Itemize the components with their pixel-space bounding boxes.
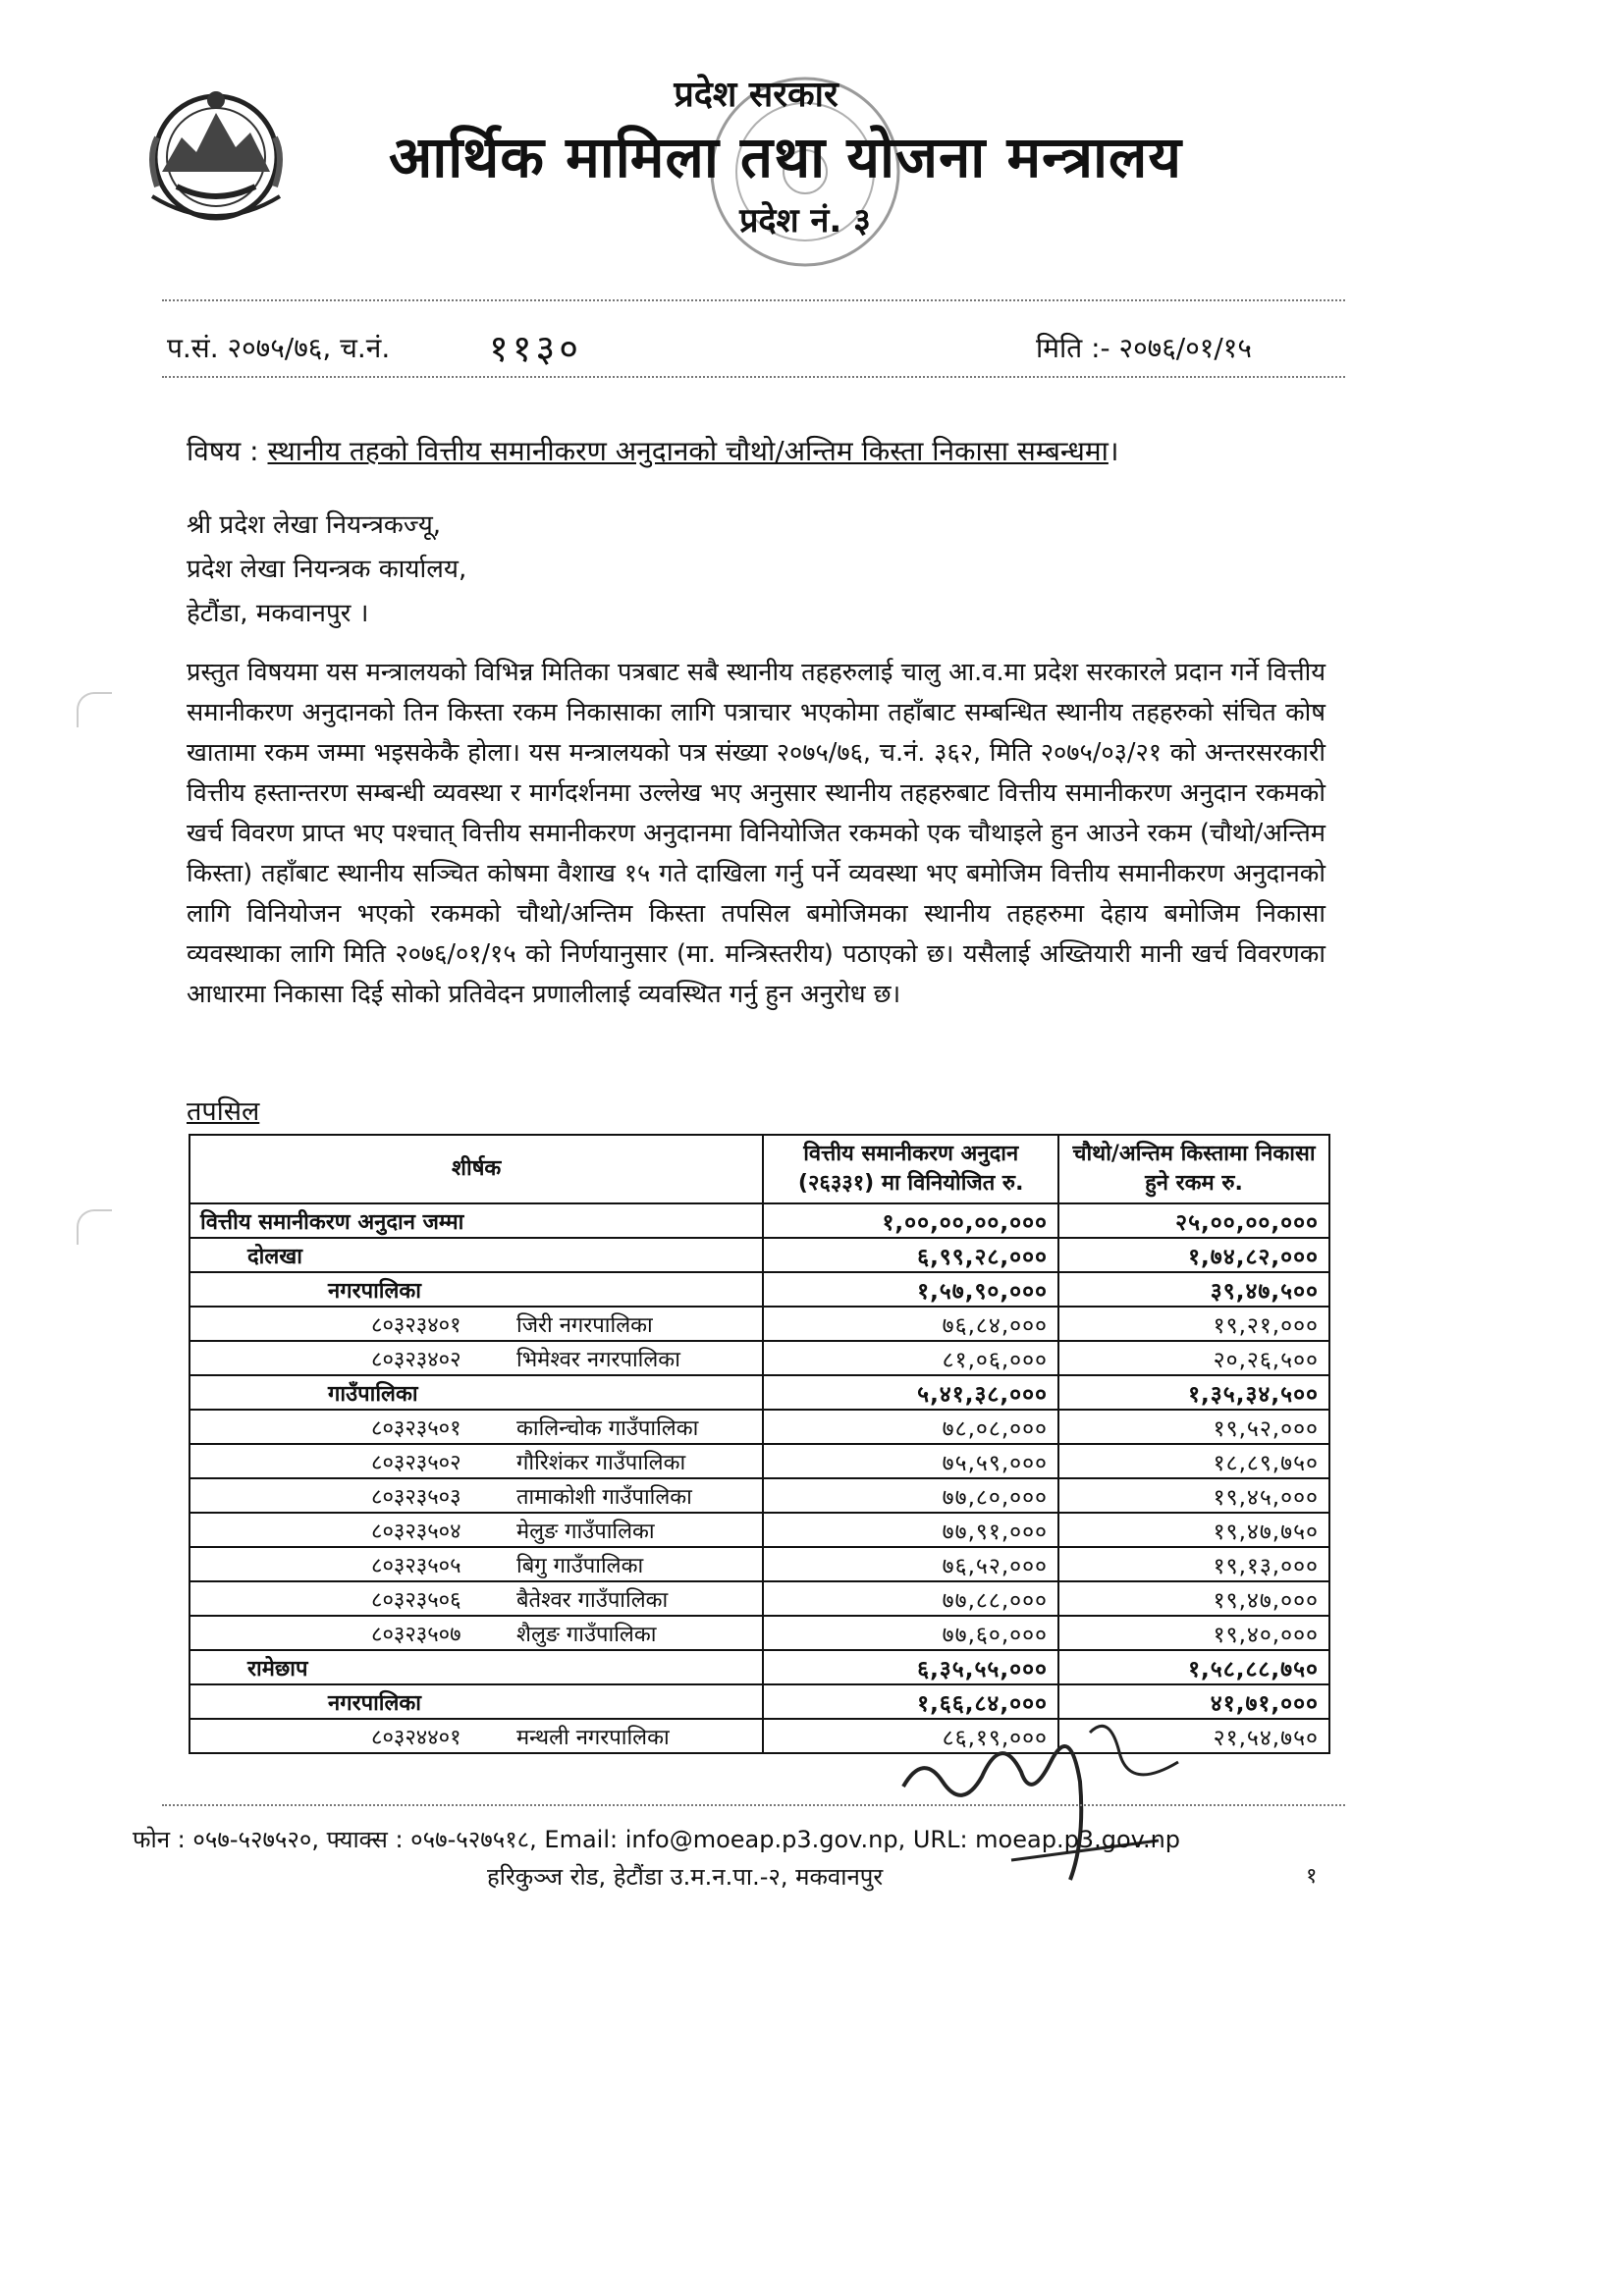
row-code: ८०३२४४०१ [371, 1725, 461, 1750]
row-code: ८०३२३५०७ [371, 1622, 461, 1647]
row-release: १८,८९,७५० [1058, 1444, 1329, 1478]
row-allocated: ७७,६०,००० [763, 1616, 1058, 1650]
letter-date: मिति :- २०७६/०१/१५ [1036, 332, 1252, 364]
body-paragraph: प्रस्तुत विषयमा यस मन्त्रालयको विभिन्न मितिका पत्रबाट सबै स्थानीय तहहरुलाई चालु आ.व.मा प्रदेश सरकारले प्रदान गर्ने वित्तीय समानीकरण अनुदानको तिन किस्ता रकम निकासाका लागि पत्राचार भएकोमा तहाँबाट सम्बन्धित स्थानीय तहहरुको संचित कोष खातामा रकम जम्मा भइसकेकै होला। यस मन्त्रालयको पत्र संख्या २०७५/७६, च.नं. ३६२, मिति २०७५/०३/२१ को अन्तरसरकारी वित्तीय हस्तान्तरण सम्बन्धी व्यवस्था र मार्गदर्शनमा उल्लेख भए अनुसार स्थानीय तहहरुबाट वित्तीय समानीकरण अनुदान रकमको खर्च विवरण प्राप्त भए पश्चात् वित्तीय समानीकरण अनुदानमा विनियोजित रकमको एक चौथाइले हुन आउने रकम (चौथो/अन्तिम किस्ता) तहाँबाट स्थानीय सञ्चित कोषमा वैशाख १५ गते दाखिला गर्नु पर्ने व्यवस्था भए बमोजिम वित्तीय समानीकरण अनुदानको लागि विनियोजन भएको रकमको चौथो/अन्तिम किस्ता तपसिल बमोजिमका स्थानीय तहहरुमा देहाय बमोजिम निकासा व्यवस्थाका लागि मिति २०७६/०१/१५ को निर्णयानुसार (मा. मन्त्रिस्तरीय) पठाएको छ। यसैलाई अख्तियारी मानी खर्च विवरणका आधारमा निकासा दिई सोको प्रतिवेदन प्रणालीलाई व्यवस्थित गर्नु हुन अनुरोध छ। [187, 658, 1325, 1009]
row-code: ८०३२३५०१ [371, 1415, 461, 1441]
header-allocated: वित्तीय समानीकरण अनुदान (२६३३१) मा विनियोजित रु. [763, 1135, 1058, 1203]
subject-line [187, 432, 1119, 469]
row-release: १९,४७,७५० [1058, 1513, 1329, 1547]
row-release: १९,४७,००० [1058, 1581, 1329, 1616]
table-row [189, 1307, 1329, 1341]
footer-address: हरिकुञ्ज रोड, हेटौंडा उ.म.न.पा.-२, मकवानपुर [487, 1863, 884, 1891]
footer-divider [162, 1804, 1345, 1806]
row-title [189, 1272, 763, 1307]
row-release: २१,५४,७५० [1058, 1719, 1329, 1753]
row-allocated: ७६,८४,००० [763, 1307, 1058, 1341]
row-title [189, 1513, 763, 1547]
reference-handwritten-number: ११३० [489, 327, 583, 370]
row-allocated: ७७,८८,००० [763, 1581, 1058, 1616]
row-code: ८०३२३५०६ [371, 1587, 461, 1613]
table-row [189, 1375, 1329, 1410]
row-release: १९,४०,००० [1058, 1616, 1329, 1650]
row-release: १९,१३,००० [1058, 1547, 1329, 1581]
header-release: चौथो/अन्तिम किस्तामा निकासा हुने रकम रु. [1058, 1135, 1329, 1203]
row-title [189, 1478, 763, 1513]
row-name: बिगु गाउँपालिका [516, 1553, 644, 1578]
subject-text: स्थानीय तहको वित्तीय समानीकरण अनुदानको चौथो/अन्तिम किस्ता निकासा सम्बन्धमा [267, 435, 1109, 467]
row-allocated: ५,४१,३८,००० [763, 1375, 1058, 1410]
row-release: ३९,४७,५०० [1058, 1272, 1329, 1307]
row-name: भिमेश्वर नगरपालिका [516, 1347, 680, 1372]
row-release: १९,४५,००० [1058, 1478, 1329, 1513]
addressee-line-3: हेटौंडा, मकवानपुर । [187, 599, 369, 628]
table-row [189, 1238, 1329, 1272]
punch-hole [77, 1209, 112, 1245]
row-allocated: ८६,१९,००० [763, 1719, 1058, 1753]
row-name: गाउँपालिका [328, 1381, 418, 1407]
row-release: २०,२६,५०० [1058, 1341, 1329, 1375]
row-title [189, 1719, 763, 1753]
row-name: जिरी नगरपालिका [516, 1312, 653, 1338]
row-title [189, 1444, 763, 1478]
row-code: ८०३२३५०३ [371, 1484, 461, 1510]
divider [162, 376, 1345, 378]
row-title [189, 1650, 763, 1684]
row-title [189, 1684, 763, 1719]
divider [162, 299, 1345, 301]
table-row [189, 1478, 1329, 1513]
row-name: गौरिशंकर गाउँपालिका [516, 1450, 686, 1475]
row-allocated: ८१,०६,००० [763, 1341, 1058, 1375]
row-title [189, 1375, 763, 1410]
header-ministry-name: आर्थिक मामिला तथा योजना मन्त्रालय [388, 124, 1183, 190]
table-row [189, 1203, 1329, 1238]
row-code: ८०३२३५०५ [371, 1553, 461, 1578]
row-allocated: ६,९९,२८,००० [763, 1238, 1058, 1272]
table-row [189, 1272, 1329, 1307]
row-release: २५,००,००,००० [1058, 1203, 1329, 1238]
footer-contact: फोन : ०५७-५२७५२०, फ्याक्स : ०५७-५२७५१८, Email: info@moeap.p3.gov.np, URL: moeap.p3.gov.np [133, 1826, 1181, 1853]
row-name: मन्थली नगरपालिका [516, 1725, 670, 1750]
row-title [189, 1581, 763, 1616]
header-title: शीर्षक [189, 1135, 763, 1203]
row-release: १९,२१,००० [1058, 1307, 1329, 1341]
signature [884, 1693, 1198, 1890]
row-name: रामेछाप [247, 1656, 308, 1682]
table-row [189, 1444, 1329, 1478]
table-header-row [189, 1135, 1329, 1203]
row-release: १९,५२,००० [1058, 1410, 1329, 1444]
row-release: १,३५,३४,५०० [1058, 1375, 1329, 1410]
addressee-line-1: श्री प्रदेश लेखा नियन्त्रकज्यू, [187, 510, 442, 540]
row-name: तामाकोशी गाउँपालिका [516, 1484, 692, 1510]
row-name: नगरपालिका [328, 1690, 421, 1716]
row-title [189, 1547, 763, 1581]
table-row [189, 1616, 1329, 1650]
tapsil-label: तपसिल [187, 1096, 260, 1127]
header-government: प्रदेश सरकार [674, 75, 839, 115]
row-allocated: ६,३५,५५,००० [763, 1650, 1058, 1684]
row-allocated: १,५७,९०,००० [763, 1272, 1058, 1307]
nepal-government-emblem [137, 79, 295, 231]
row-code: ८०३२३४०२ [371, 1347, 461, 1372]
row-release: ४१,७१,००० [1058, 1684, 1329, 1719]
row-title [189, 1203, 763, 1238]
row-title [189, 1341, 763, 1375]
subject-label: विषय : [187, 435, 259, 467]
row-title [189, 1410, 763, 1444]
row-name: वित्तीय समानीकरण अनुदान जम्मा [200, 1209, 464, 1235]
row-release: १,५८,८८,७५० [1058, 1650, 1329, 1684]
row-name: नगरपालिका [328, 1278, 421, 1304]
row-name: कालिन्चोक गाउँपालिका [516, 1415, 699, 1441]
header-province: प्रदेश नं. ३ [739, 201, 871, 240]
addressee-line-2: प्रदेश लेखा नियन्त्रक कार्यालय, [187, 555, 467, 584]
row-code: ८०३२३४०१ [371, 1312, 461, 1338]
row-release: १,७४,८२,००० [1058, 1238, 1329, 1272]
subject-end: । [1108, 435, 1119, 467]
row-allocated: ७८,०८,००० [763, 1410, 1058, 1444]
row-name: शैलुङ गाउँपालिका [516, 1622, 657, 1647]
row-allocated: १,००,००,००,००० [763, 1203, 1058, 1238]
punch-hole [77, 692, 112, 727]
table-row [189, 1513, 1329, 1547]
row-allocated: ७७,९१,००० [763, 1513, 1058, 1547]
page-number: १ [1306, 1864, 1318, 1889]
table-row [189, 1581, 1329, 1616]
row-code: ८०३२३५०२ [371, 1450, 461, 1475]
row-allocated: १,६६,८४,००० [763, 1684, 1058, 1719]
row-title [189, 1238, 763, 1272]
row-title [189, 1307, 763, 1341]
table-row [189, 1410, 1329, 1444]
row-allocated: ७५,५९,००० [763, 1444, 1058, 1478]
row-name: दोलखा [247, 1244, 302, 1269]
row-allocated: ७७,८०,००० [763, 1478, 1058, 1513]
row-title [189, 1616, 763, 1650]
reference-number: प.सं. २०७५/७६, च.नं. [167, 332, 391, 364]
row-allocated: ७६,५२,००० [763, 1547, 1058, 1581]
allocation-table [189, 1134, 1330, 1754]
row-code: ८०३२३५०४ [371, 1519, 461, 1544]
row-name: मेलुङ गाउँपालिका [516, 1519, 655, 1544]
table-row [189, 1650, 1329, 1684]
table-row [189, 1341, 1329, 1375]
table-row [189, 1547, 1329, 1581]
row-name: बैतेश्वर गाउँपालिका [516, 1587, 669, 1613]
